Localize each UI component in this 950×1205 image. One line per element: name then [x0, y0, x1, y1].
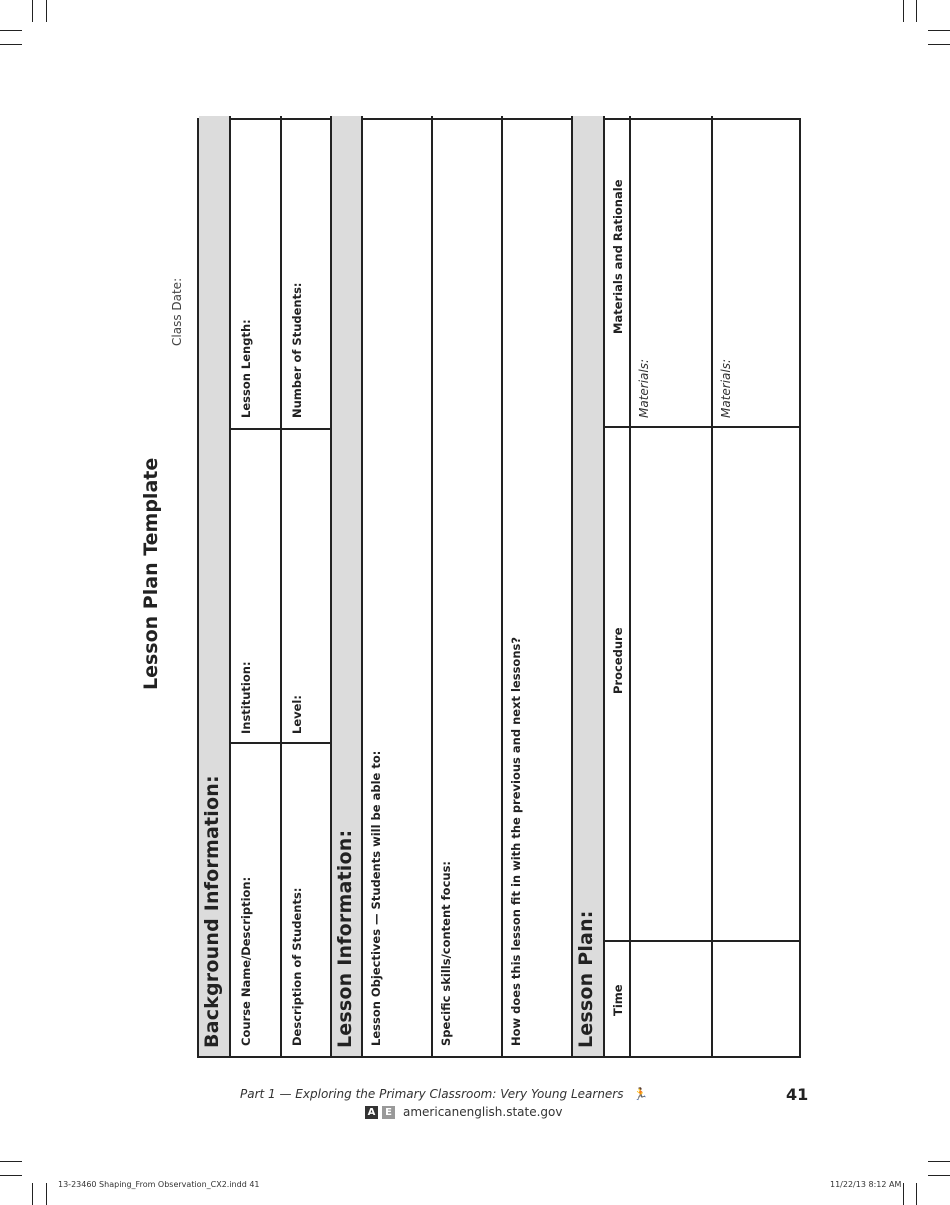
- crop-mark: [46, 1183, 47, 1205]
- divider: [605, 940, 713, 942]
- divider: [605, 426, 713, 428]
- lesson-plan-form: [197, 118, 801, 1058]
- divider: [713, 426, 799, 428]
- divider: [713, 940, 799, 942]
- materials-placeholder: Materials:: [637, 358, 651, 418]
- site-footer: [365, 1105, 562, 1119]
- fit-label: How does this lesson fit in with the previous and next lessons?: [509, 636, 523, 1046]
- footer-part-label: Part 1 — Exploring the Primary Classroom: Very Young Learners: [240, 1087, 624, 1101]
- crop-mark: [32, 0, 33, 22]
- site-url: americanenglish.state.gov: [403, 1105, 563, 1119]
- number-of-students-label: Number of Students:: [290, 282, 304, 418]
- crop-mark: [916, 0, 917, 22]
- crop-mark: [916, 1183, 917, 1205]
- crop-mark: [32, 1183, 33, 1205]
- course-name-label: Course Name/Description:: [239, 876, 253, 1046]
- background-heading: Background Information:: [201, 775, 223, 1048]
- crop-mark: [928, 44, 950, 45]
- crop-mark: [928, 30, 950, 31]
- class-date-label: Class Date:: [170, 277, 184, 346]
- description-of-students-label: Description of Students:: [290, 887, 304, 1046]
- crop-mark: [46, 0, 47, 22]
- page-number: 41: [786, 1085, 809, 1104]
- materials-column-header: Materials and Rationale: [611, 179, 625, 334]
- institution-label: Institution:: [239, 661, 253, 734]
- divider: [282, 742, 332, 744]
- print-slug-date: 11/22/13 8:12 AM: [830, 1180, 902, 1189]
- fit-row[interactable]: [503, 116, 573, 1056]
- divider: [282, 428, 332, 430]
- logo-e: E: [382, 1106, 395, 1119]
- page-title-wrapper: [140, 457, 170, 690]
- lesson-plan-heading: Lesson Plan:: [575, 910, 597, 1048]
- crop-mark: [0, 44, 22, 45]
- skills-label: Specific skills/content focus:: [439, 860, 453, 1046]
- crop-mark: [928, 1175, 950, 1176]
- footer-part-text: [240, 1087, 648, 1101]
- procedure-column-header: Procedure: [611, 627, 625, 694]
- crop-mark: [903, 0, 904, 22]
- page-title: Lesson Plan Template: [140, 457, 162, 690]
- runner-figures-icon: 🏃: [633, 1087, 649, 1101]
- lesson-plan-column-headers: [605, 116, 631, 1056]
- print-slug: 13-23460 Shaping_From Observation_CX2.indd 41: [58, 1180, 260, 1189]
- level-label: Level:: [290, 695, 304, 734]
- background-section-header: [199, 116, 231, 1056]
- objectives-row[interactable]: [363, 116, 433, 1056]
- background-row-1[interactable]: [231, 116, 282, 1056]
- lesson-plan-row[interactable]: [631, 116, 713, 1056]
- skills-row[interactable]: [433, 116, 503, 1056]
- lesson-plan-row[interactable]: [713, 116, 799, 1056]
- divider: [231, 428, 282, 430]
- class-date-wrapper: [170, 270, 190, 350]
- lesson-plan-section-header: [573, 116, 605, 1056]
- divider: [231, 742, 282, 744]
- crop-mark: [903, 1183, 904, 1205]
- time-column-header: Time: [611, 984, 625, 1016]
- crop-mark: [0, 1161, 22, 1162]
- crop-mark: [0, 1175, 22, 1176]
- lesson-info-section-header: [332, 116, 363, 1056]
- crop-mark: [928, 1161, 950, 1162]
- crop-mark: [0, 30, 22, 31]
- lesson-length-label: Lesson Length:: [239, 319, 253, 418]
- lesson-info-heading: Lesson Information:: [334, 829, 356, 1048]
- objectives-label: Lesson Objectives — Students will be able to:: [369, 750, 383, 1046]
- materials-placeholder: Materials:: [719, 358, 733, 418]
- logo-a: A: [365, 1106, 378, 1119]
- background-row-2[interactable]: [282, 116, 332, 1056]
